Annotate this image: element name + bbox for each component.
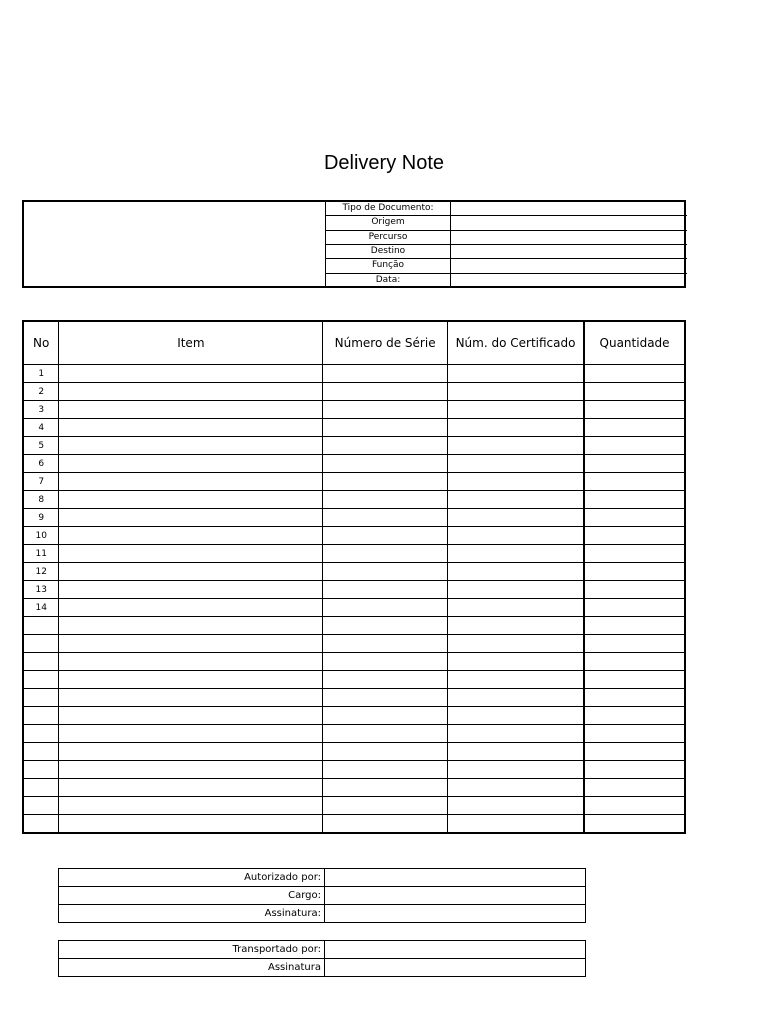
cell-certificate-number[interactable] xyxy=(447,491,584,509)
cell-certificate-number[interactable] xyxy=(447,419,584,437)
cell-certificate-number[interactable] xyxy=(447,689,584,707)
cell-certificate-number[interactable] xyxy=(447,725,584,743)
cell-no: 4 xyxy=(23,419,59,437)
cell-quantity[interactable] xyxy=(584,617,685,635)
cell-serial-number[interactable] xyxy=(323,563,448,581)
column-header-no: No xyxy=(23,321,59,365)
cell-item[interactable] xyxy=(59,419,323,437)
authorization-label: Cargo: xyxy=(59,887,325,905)
authorization-row xyxy=(59,905,586,923)
authorization-label: Assinatura: xyxy=(59,905,325,923)
cell-certificate-number[interactable] xyxy=(447,563,584,581)
authorization-table xyxy=(58,868,586,923)
cell-serial-number[interactable] xyxy=(323,509,448,527)
cell-quantity[interactable] xyxy=(584,671,685,689)
cell-quantity[interactable] xyxy=(584,743,685,761)
transport-label: Transportado por: xyxy=(59,941,325,959)
cell-no xyxy=(23,761,59,779)
cell-no xyxy=(23,743,59,761)
cell-quantity[interactable] xyxy=(584,815,685,834)
header-field-label: Origem xyxy=(326,216,451,229)
header-field-value[interactable] xyxy=(451,274,687,288)
table-row xyxy=(23,365,685,383)
cell-certificate-number[interactable] xyxy=(447,653,584,671)
cell-certificate-number[interactable] xyxy=(447,527,584,545)
cell-quantity[interactable] xyxy=(584,401,685,419)
cell-certificate-number[interactable] xyxy=(447,797,584,815)
cell-quantity[interactable] xyxy=(584,383,685,401)
header-field-row xyxy=(326,259,687,273)
cell-quantity[interactable] xyxy=(584,419,685,437)
authorization-row xyxy=(59,887,586,905)
cell-no xyxy=(23,635,59,653)
cell-item[interactable] xyxy=(59,545,323,563)
table-row xyxy=(23,797,685,815)
transport-table xyxy=(58,940,586,977)
cell-certificate-number[interactable] xyxy=(447,581,584,599)
cell-item[interactable] xyxy=(59,437,323,455)
cell-item[interactable] xyxy=(59,779,323,797)
cell-serial-number[interactable] xyxy=(323,779,448,797)
cell-no: 1 xyxy=(23,365,59,383)
cell-item[interactable] xyxy=(59,491,323,509)
cell-no xyxy=(23,617,59,635)
cell-serial-number[interactable] xyxy=(323,401,448,419)
authorization-row xyxy=(59,869,586,887)
cell-certificate-number[interactable] xyxy=(447,437,584,455)
cell-quantity[interactable] xyxy=(584,473,685,491)
table-row xyxy=(23,473,685,491)
cell-quantity[interactable] xyxy=(584,437,685,455)
header-field-label: Função xyxy=(326,259,451,272)
cell-quantity[interactable] xyxy=(584,599,685,617)
cell-no xyxy=(23,689,59,707)
cell-item[interactable] xyxy=(59,365,323,383)
cell-item[interactable] xyxy=(59,509,323,527)
header-field-value[interactable] xyxy=(451,245,687,258)
cell-item[interactable] xyxy=(59,671,323,689)
cell-no xyxy=(23,671,59,689)
table-row xyxy=(23,671,685,689)
cell-no: 2 xyxy=(23,383,59,401)
cell-item[interactable] xyxy=(59,815,323,834)
cell-serial-number[interactable] xyxy=(323,419,448,437)
cell-item[interactable] xyxy=(59,761,323,779)
cell-quantity[interactable] xyxy=(584,455,685,473)
cell-serial-number[interactable] xyxy=(323,455,448,473)
cell-item[interactable] xyxy=(59,743,323,761)
cell-item[interactable] xyxy=(59,653,323,671)
table-row xyxy=(23,635,685,653)
items-table-body xyxy=(23,365,685,834)
cell-item[interactable] xyxy=(59,455,323,473)
cell-no xyxy=(23,707,59,725)
table-row xyxy=(23,491,685,509)
cell-no: 8 xyxy=(23,491,59,509)
table-row xyxy=(23,545,685,563)
cell-serial-number[interactable] xyxy=(323,707,448,725)
cell-item[interactable] xyxy=(59,581,323,599)
header-field-label: Tipo de Documento: xyxy=(326,202,451,215)
header-fields xyxy=(325,202,687,286)
cell-quantity[interactable] xyxy=(584,563,685,581)
column-header-certificate-number: Núm. do Certificado xyxy=(447,321,584,365)
cell-no: 14 xyxy=(23,599,59,617)
cell-no xyxy=(23,725,59,743)
table-row xyxy=(23,743,685,761)
cell-item[interactable] xyxy=(59,707,323,725)
authorization-value[interactable] xyxy=(325,887,586,905)
transport-row xyxy=(59,941,586,959)
table-row xyxy=(23,419,685,437)
cell-certificate-number[interactable] xyxy=(447,671,584,689)
cell-item[interactable] xyxy=(59,599,323,617)
table-row xyxy=(23,779,685,797)
cell-quantity[interactable] xyxy=(584,635,685,653)
authorization-value[interactable] xyxy=(325,905,586,923)
table-row xyxy=(23,761,685,779)
cell-serial-number[interactable] xyxy=(323,797,448,815)
cell-no: 11 xyxy=(23,545,59,563)
header-field-value[interactable] xyxy=(451,216,687,229)
cell-certificate-number[interactable] xyxy=(447,545,584,563)
table-row xyxy=(23,455,685,473)
table-row xyxy=(23,815,685,834)
column-header-quantity: Quantidade xyxy=(584,321,685,365)
authorization-value[interactable] xyxy=(325,869,586,887)
cell-serial-number[interactable] xyxy=(323,365,448,383)
page-title: Delivery Note xyxy=(323,152,445,174)
cell-quantity[interactable] xyxy=(584,581,685,599)
cell-serial-number[interactable] xyxy=(323,815,448,834)
table-row xyxy=(23,689,685,707)
cell-quantity[interactable] xyxy=(584,545,685,563)
cell-quantity[interactable] xyxy=(584,491,685,509)
table-row xyxy=(23,401,685,419)
transport-value[interactable] xyxy=(325,959,586,977)
table-row xyxy=(23,563,685,581)
cell-serial-number[interactable] xyxy=(323,437,448,455)
cell-quantity[interactable] xyxy=(584,527,685,545)
cell-quantity[interactable] xyxy=(584,761,685,779)
header-field-row xyxy=(326,274,687,288)
cell-certificate-number[interactable] xyxy=(447,815,584,834)
cell-serial-number[interactable] xyxy=(323,527,448,545)
header-field-value[interactable] xyxy=(451,202,687,215)
table-row xyxy=(23,653,685,671)
table-row xyxy=(23,509,685,527)
header-field-value[interactable] xyxy=(451,259,687,272)
cell-quantity[interactable] xyxy=(584,707,685,725)
cell-quantity[interactable] xyxy=(584,797,685,815)
cell-certificate-number[interactable] xyxy=(447,761,584,779)
cell-item[interactable] xyxy=(59,563,323,581)
cell-serial-number[interactable] xyxy=(323,491,448,509)
header-field-label: Data: xyxy=(326,274,451,288)
cell-quantity[interactable] xyxy=(584,689,685,707)
cell-item[interactable] xyxy=(59,401,323,419)
table-row xyxy=(23,599,685,617)
cell-no: 5 xyxy=(23,437,59,455)
cell-serial-number[interactable] xyxy=(323,671,448,689)
cell-quantity[interactable] xyxy=(584,725,685,743)
cell-serial-number[interactable] xyxy=(323,725,448,743)
cell-serial-number[interactable] xyxy=(323,617,448,635)
cell-no: 6 xyxy=(23,455,59,473)
cell-certificate-number[interactable] xyxy=(447,509,584,527)
cell-quantity[interactable] xyxy=(584,779,685,797)
cell-certificate-number[interactable] xyxy=(447,743,584,761)
cell-serial-number[interactable] xyxy=(323,383,448,401)
cell-certificate-number[interactable] xyxy=(447,617,584,635)
cell-certificate-number[interactable] xyxy=(447,779,584,797)
cell-quantity[interactable] xyxy=(584,653,685,671)
cell-no: 7 xyxy=(23,473,59,491)
table-row xyxy=(23,383,685,401)
header-field-value[interactable] xyxy=(451,231,687,244)
table-row xyxy=(23,707,685,725)
cell-no xyxy=(23,797,59,815)
cell-serial-number[interactable] xyxy=(323,653,448,671)
cell-item[interactable] xyxy=(59,797,323,815)
cell-serial-number[interactable] xyxy=(323,599,448,617)
cell-certificate-number[interactable] xyxy=(447,473,584,491)
cell-serial-number[interactable] xyxy=(323,473,448,491)
cell-certificate-number[interactable] xyxy=(447,707,584,725)
document-header-box xyxy=(22,200,686,288)
header-field-row xyxy=(326,245,687,259)
cell-no: 12 xyxy=(23,563,59,581)
table-header-row xyxy=(23,321,685,365)
transport-row xyxy=(59,959,586,977)
cell-quantity[interactable] xyxy=(584,365,685,383)
table-row xyxy=(23,725,685,743)
cell-item[interactable] xyxy=(59,473,323,491)
cell-item[interactable] xyxy=(59,689,323,707)
column-header-serial-number: Número de Série xyxy=(323,321,448,365)
cell-certificate-number[interactable] xyxy=(447,401,584,419)
table-row xyxy=(23,527,685,545)
column-header-item: Item xyxy=(59,321,323,365)
cell-certificate-number[interactable] xyxy=(447,599,584,617)
cell-no: 13 xyxy=(23,581,59,599)
cell-serial-number[interactable] xyxy=(323,761,448,779)
cell-serial-number[interactable] xyxy=(323,545,448,563)
cell-certificate-number[interactable] xyxy=(447,365,584,383)
table-row xyxy=(23,437,685,455)
authorization-label: Autorizado por: xyxy=(59,869,325,887)
cell-serial-number[interactable] xyxy=(323,743,448,761)
transport-label: Assinatura xyxy=(59,959,325,977)
cell-no xyxy=(23,653,59,671)
header-field-row xyxy=(326,231,687,245)
transport-value[interactable] xyxy=(325,941,586,959)
table-row xyxy=(23,581,685,599)
cell-serial-number[interactable] xyxy=(323,635,448,653)
cell-no: 9 xyxy=(23,509,59,527)
header-field-row xyxy=(326,216,687,230)
cell-no: 3 xyxy=(23,401,59,419)
cell-item[interactable] xyxy=(59,725,323,743)
table-row xyxy=(23,617,685,635)
header-field-label: Destino xyxy=(326,245,451,258)
cell-no xyxy=(23,779,59,797)
cell-certificate-number[interactable] xyxy=(447,383,584,401)
cell-quantity[interactable] xyxy=(584,509,685,527)
cell-no: 10 xyxy=(23,527,59,545)
header-field-label: Percurso xyxy=(326,231,451,244)
cell-serial-number[interactable] xyxy=(323,689,448,707)
cell-item[interactable] xyxy=(59,527,323,545)
cell-serial-number[interactable] xyxy=(323,581,448,599)
cell-item[interactable] xyxy=(59,383,323,401)
cell-item[interactable] xyxy=(59,617,323,635)
cell-item[interactable] xyxy=(59,635,323,653)
cell-certificate-number[interactable] xyxy=(447,455,584,473)
header-field-row xyxy=(326,202,687,216)
cell-certificate-number[interactable] xyxy=(447,635,584,653)
cell-no xyxy=(23,815,59,834)
items-table xyxy=(22,320,686,834)
